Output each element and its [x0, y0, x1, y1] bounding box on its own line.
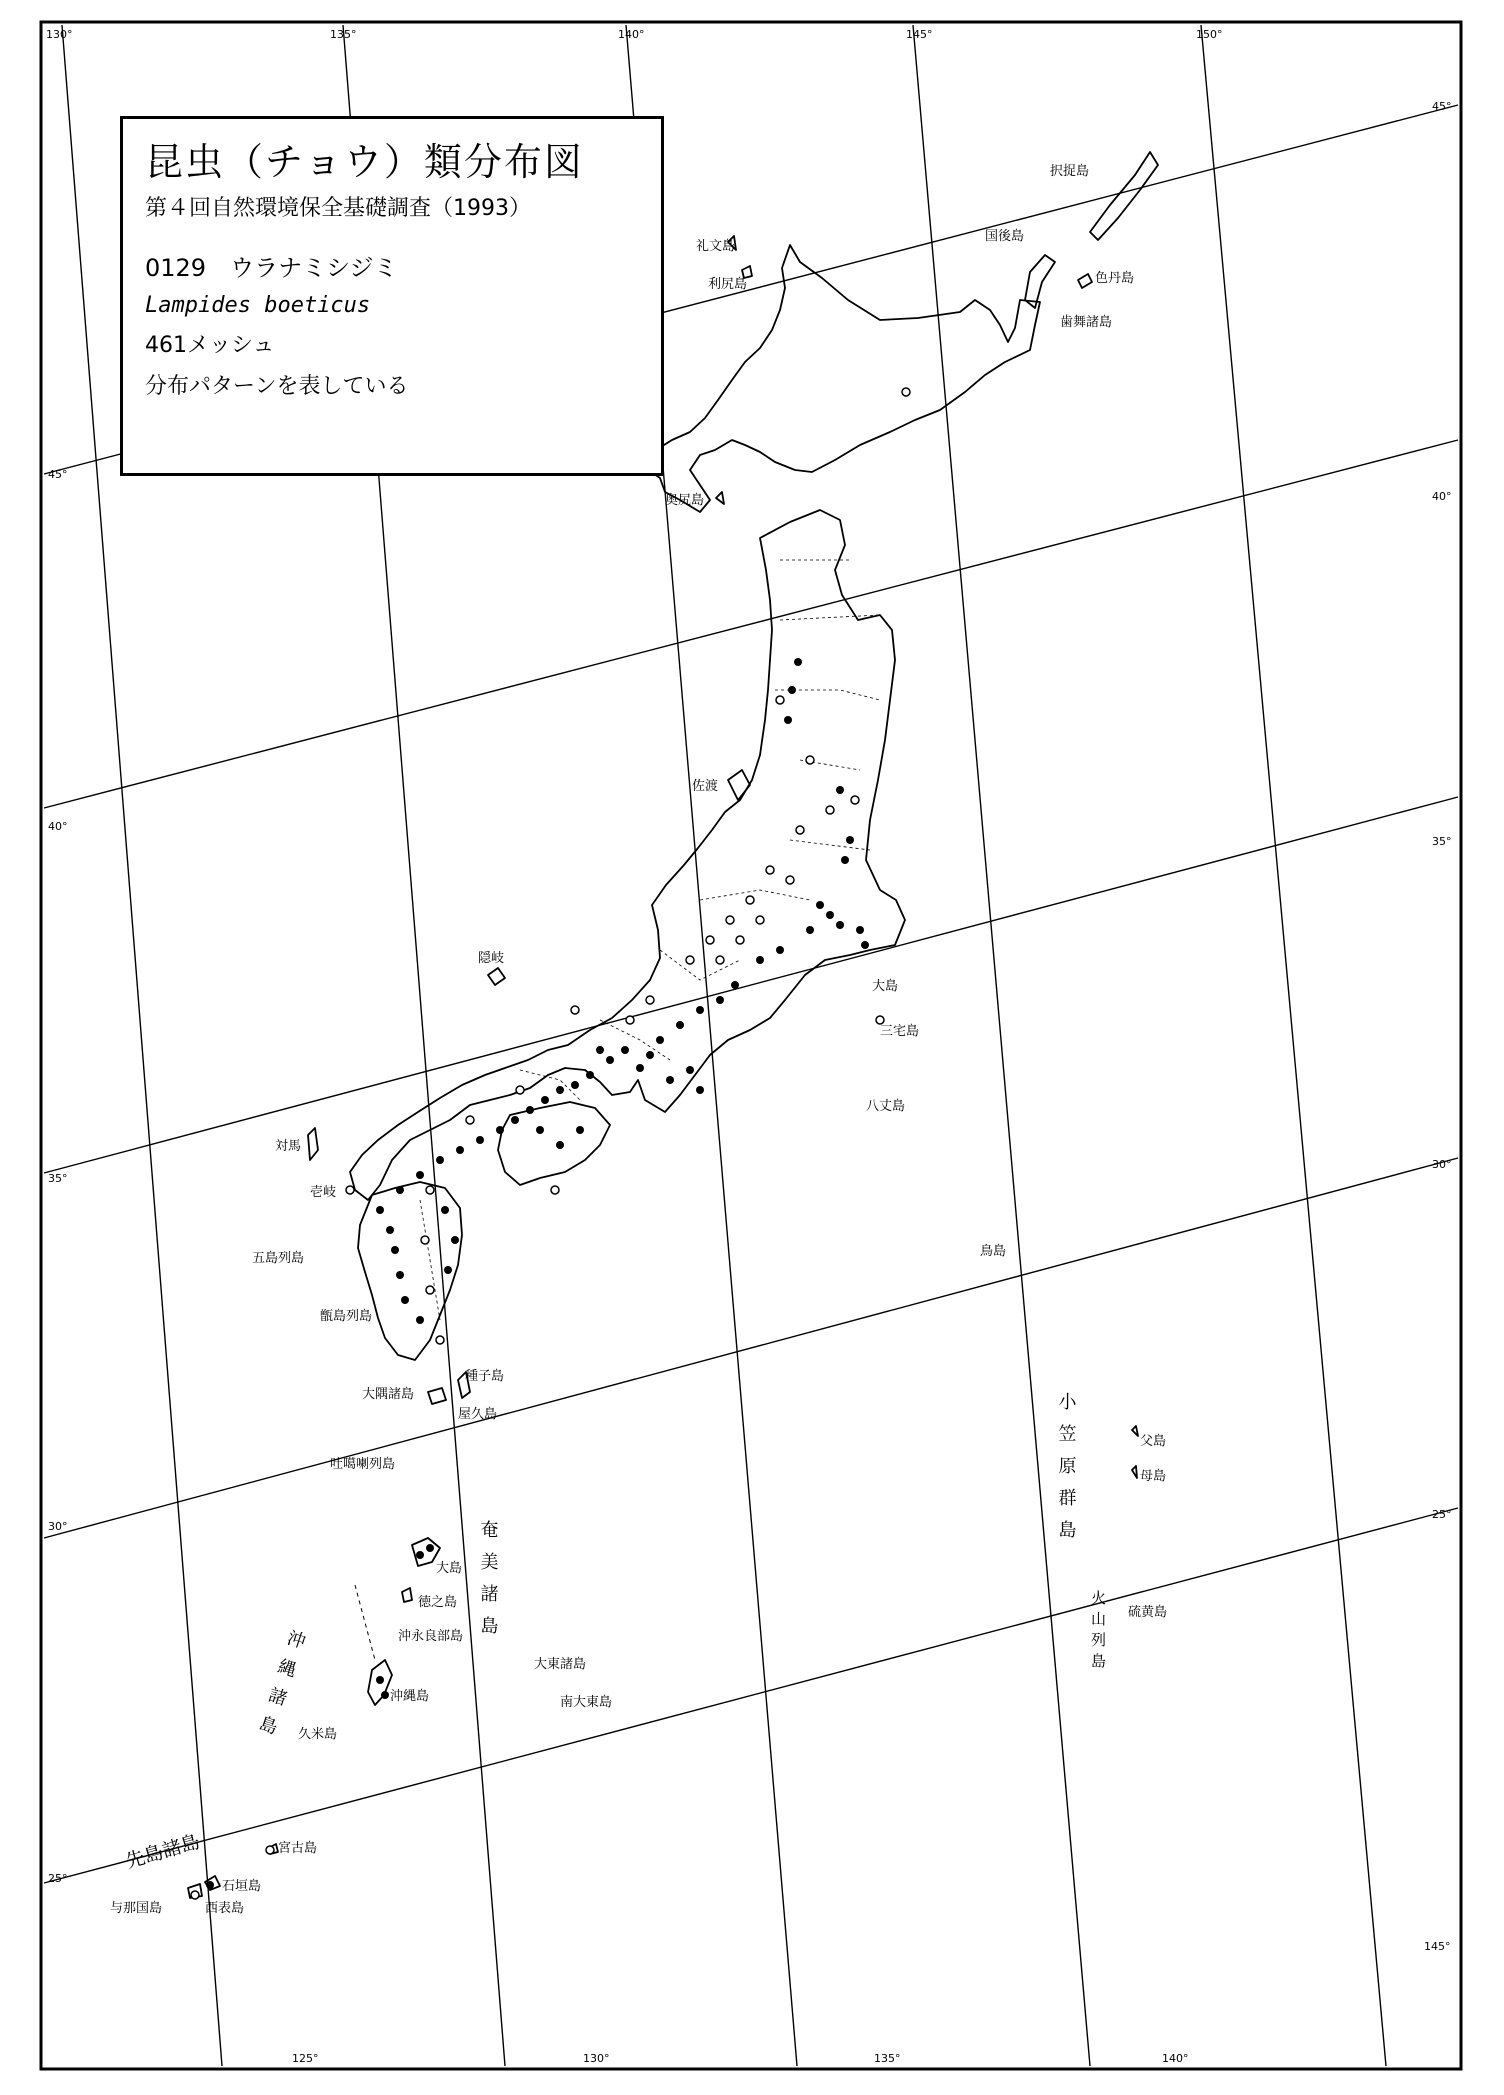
lon-label-bottom: 125°	[292, 2052, 319, 2065]
label-amami-islands: 奄美諸島	[477, 1520, 499, 1648]
lon-label-top: 145°	[906, 28, 933, 41]
hokkaido-outline	[640, 245, 1040, 512]
lat-label-right: 30°	[1432, 1158, 1452, 1171]
lon-label-bottom: 135°	[874, 2052, 901, 2065]
sado-outline	[728, 770, 750, 800]
lon-label-bottom: 130°	[583, 2052, 610, 2065]
honshu-outline	[350, 510, 905, 1200]
lat-label-left: 25°	[48, 1872, 68, 1885]
label-etorofu: 択捉島	[1050, 164, 1090, 179]
label-rishiri: 利尻島	[708, 277, 748, 292]
lat-label-right: 40°	[1432, 490, 1452, 503]
label-hachijo: 八丈島	[866, 1099, 906, 1114]
oki-outline	[488, 968, 505, 985]
label-chichijima: 父島	[1140, 1434, 1167, 1449]
lon-label-top: 150°	[1196, 28, 1223, 41]
label-torishima: 鳥島	[980, 1244, 1007, 1259]
lon-label-top: 130°	[46, 28, 73, 41]
shikoku-outline	[498, 1102, 610, 1185]
yakushima-outline	[428, 1388, 446, 1404]
legend-title: 昆虫（チョウ）類分布図	[145, 140, 584, 184]
legend-note: 分布パターンを表している	[145, 374, 409, 399]
lat-label-right: 35°	[1432, 835, 1452, 848]
label-iriomote: 西表島	[205, 1901, 245, 1916]
label-osumi: 大隅諸島	[362, 1387, 415, 1402]
label-rebun: 礼文島	[696, 239, 736, 254]
label-tokara: 吐噶喇列島	[330, 1457, 396, 1472]
label-shikotan: 色丹島	[1095, 271, 1135, 286]
legend-latin-name: Lampides boeticus	[145, 293, 371, 318]
label-tanegashima: 種子島	[465, 1369, 505, 1384]
lat-label-right: 25°	[1432, 1508, 1452, 1521]
lat-label-left: 35°	[48, 1172, 68, 1185]
label-koshiki: 甑島列島	[320, 1309, 373, 1324]
label-okushiri: 奥尻島	[665, 493, 705, 508]
label-amami-oshima: 大島	[436, 1561, 463, 1576]
label-habomai: 歯舞諸島	[1060, 315, 1113, 330]
lat-label-left: 45°	[48, 468, 68, 481]
legend-survey: 第４回自然環境保全基礎調査（1993）	[145, 196, 531, 221]
legend-mesh-count: 461メッシュ	[145, 333, 275, 358]
shikotan-outline	[1078, 274, 1092, 288]
lon-label-top: 135°	[330, 28, 357, 41]
label-tokunoshima: 徳之島	[418, 1595, 458, 1610]
label-tsushima: 対馬	[275, 1139, 302, 1154]
lat-label-left: 30°	[48, 1520, 68, 1533]
tokunoshima-outline	[402, 1588, 412, 1602]
label-miyake: 三宅島	[880, 1024, 920, 1039]
label-minamidaito: 南大東島	[560, 1695, 613, 1710]
label-okinawa-islands: 沖縄諸島	[250, 1626, 308, 1748]
lon-label-bottom: 145°	[1424, 1940, 1451, 1953]
label-yonaguni: 与那国島	[110, 1901, 163, 1916]
label-miyako: 宮古島	[278, 1841, 318, 1856]
map-legend	[120, 116, 664, 476]
prefecture-boundaries	[420, 560, 880, 1320]
tsushima-outline	[308, 1128, 318, 1160]
label-okinawa: 沖縄島	[390, 1689, 430, 1704]
vertical-labels	[123, 1392, 1107, 1873]
lon-label-bottom: 140°	[1162, 2052, 1189, 2065]
occurrence-dots-filled	[206, 658, 869, 1889]
okushiri-outline	[716, 492, 724, 504]
label-okinoerabu: 沖永良部島	[398, 1629, 464, 1644]
boundary-line	[355, 1585, 375, 1660]
label-iwojima: 硫黄島	[1128, 1605, 1168, 1620]
label-iki: 壱岐	[310, 1185, 337, 1200]
label-hahajima: 母島	[1140, 1469, 1167, 1484]
chichijima-outline	[1132, 1426, 1138, 1436]
label-goto: 五島列島	[252, 1251, 305, 1266]
label-daito: 大東諸島	[534, 1657, 587, 1672]
label-ishigaki: 石垣島	[222, 1879, 262, 1894]
label-kunashiri: 国後島	[985, 229, 1025, 244]
lat-label-right: 45°	[1432, 100, 1452, 113]
lon-label-top: 140°	[618, 28, 645, 41]
hahajima-outline	[1132, 1466, 1137, 1478]
label-kume: 久米島	[298, 1727, 338, 1742]
lat-label-left: 40°	[48, 820, 68, 833]
label-oki: 隠岐	[478, 951, 505, 966]
label-ogasawara: 小笠原群島	[1055, 1392, 1077, 1552]
label-yakushima: 屋久島	[458, 1407, 498, 1422]
etorofu-outline	[1090, 152, 1158, 240]
label-oshima: 大島	[872, 979, 899, 994]
label-sado: 佐渡	[692, 779, 719, 794]
label-kazan: 火山列島	[1089, 1590, 1107, 1674]
legend-species: 0129 ウラナミシジミ	[145, 254, 398, 282]
label-sakishima: 先島諸島	[123, 1830, 203, 1873]
